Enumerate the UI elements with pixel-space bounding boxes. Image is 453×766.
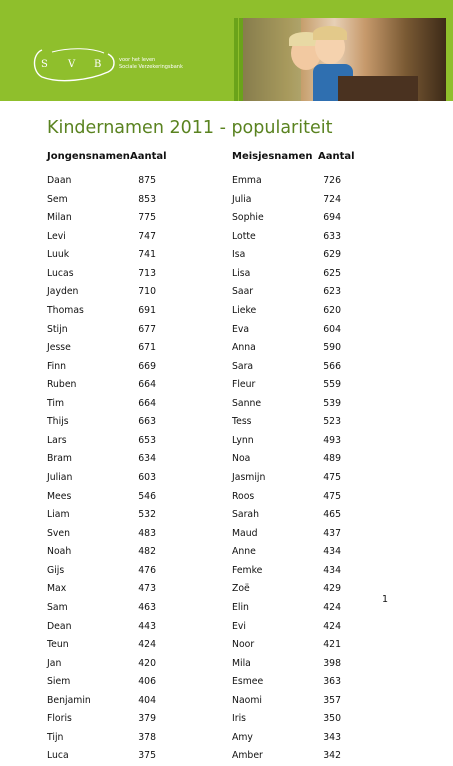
boy-row <box>47 673 156 692</box>
girl-count: 623 <box>323 286 341 298</box>
boy-name: Daan <box>47 175 72 186</box>
girl-row <box>232 729 341 748</box>
boy-name: Noah <box>47 546 72 558</box>
boy-row <box>47 543 156 562</box>
boy-count: 603 <box>138 472 156 483</box>
girl-name: Julia <box>232 193 252 205</box>
girl-row <box>232 395 341 414</box>
boy-row <box>47 432 156 451</box>
boy-row <box>47 358 156 377</box>
boy-row <box>47 562 156 581</box>
boy-name: Sam <box>47 601 68 613</box>
girl-name: Amber <box>232 750 263 762</box>
girl-row <box>232 636 341 655</box>
girl-count: 539 <box>323 397 341 409</box>
girl-count: 434 <box>323 564 341 576</box>
girl-name: Roos <box>232 490 255 502</box>
boy-count: 404 <box>138 694 156 706</box>
girl-name: Femke <box>232 564 263 576</box>
girl-row <box>232 673 341 692</box>
logo-letter-v: V <box>68 59 76 70</box>
girl-name: Naomi <box>232 694 262 706</box>
boy-name: Gijs <box>47 564 65 576</box>
girl-row <box>232 339 341 358</box>
boy-name: Sem <box>47 193 68 205</box>
girl-name: Anne <box>232 546 256 558</box>
logo-tagline <box>119 57 183 71</box>
boy-count: 473 <box>138 583 156 595</box>
girl-row <box>232 692 341 711</box>
girl-count: 629 <box>323 249 341 261</box>
girl-count: 434 <box>323 546 341 558</box>
boy-row <box>47 265 156 284</box>
boy-count: 710 <box>138 286 156 298</box>
boy-name: Lucas <box>47 267 74 279</box>
boy-row <box>47 469 156 488</box>
boy-name: Mees <box>47 490 72 502</box>
girl-name: Lieke <box>232 304 257 316</box>
girl-name: Tess <box>232 416 252 428</box>
girls-count-header: Aantal <box>318 151 355 162</box>
boy-name: Thijs <box>47 416 69 428</box>
girl-name: Isa <box>232 249 246 261</box>
boy-count: 664 <box>138 397 156 409</box>
girl-row <box>232 599 341 618</box>
boy-name: Tijn <box>47 731 64 743</box>
boy-row <box>47 246 156 265</box>
girl-count: 694 <box>323 212 341 224</box>
girl-count: 566 <box>323 360 341 372</box>
boy-name: Tim <box>47 397 65 409</box>
boy-name: Benjamin <box>47 694 91 706</box>
boy-row <box>47 692 156 711</box>
girl-row <box>232 655 341 674</box>
boy-row <box>47 209 156 228</box>
boy-count: 663 <box>138 416 156 428</box>
boy-name: Levi <box>47 230 66 242</box>
girl-name: Jasmijn <box>232 472 266 483</box>
girl-count: 424 <box>323 601 341 613</box>
girls-name-header: Meisjesnamen <box>232 151 313 162</box>
girl-row <box>232 283 341 302</box>
tagline-line-2: Sociale Verzekeringsbank <box>119 64 183 70</box>
boy-name: Jan <box>47 657 62 669</box>
girl-name: Elin <box>232 601 249 613</box>
girl-row <box>232 710 341 729</box>
girl-name: Mila <box>232 657 251 669</box>
boy-count: 379 <box>138 713 156 725</box>
page-number: 1 <box>382 594 389 605</box>
boy-row <box>47 525 156 544</box>
girl-count: 625 <box>323 267 341 279</box>
boy-name: Ruben <box>47 379 77 391</box>
boy-name: Sven <box>47 527 71 539</box>
boy-count: 483 <box>138 527 156 539</box>
boy-row <box>47 228 156 247</box>
girl-row <box>232 488 341 507</box>
boy-row <box>47 599 156 618</box>
boy-row <box>47 413 156 432</box>
girl-row <box>232 358 341 377</box>
girl-row <box>232 469 341 488</box>
boy-count: 443 <box>138 620 156 632</box>
girl-row <box>232 450 341 469</box>
boy-count: 476 <box>138 564 156 576</box>
girl-count: 357 <box>323 694 341 706</box>
boy-count: 669 <box>138 360 156 372</box>
girl-name: Fleur <box>232 379 256 391</box>
girl-name: Esmee <box>232 676 264 688</box>
boy-row <box>47 339 156 358</box>
girl-count: 604 <box>323 323 341 335</box>
girl-count: 398 <box>323 657 341 669</box>
girl-name: Sara <box>232 360 254 372</box>
girl-count: 429 <box>323 583 341 595</box>
boy-row <box>47 488 156 507</box>
girl-count: 633 <box>323 230 341 242</box>
boy-count: 691 <box>138 304 156 316</box>
girl-row <box>232 506 341 525</box>
girl-count: 475 <box>323 490 341 502</box>
boy-count: 653 <box>138 434 156 446</box>
girl-name: Emma <box>232 175 262 186</box>
girl-count: 620 <box>323 304 341 316</box>
boy-row <box>47 191 156 210</box>
boy-name: Dean <box>47 620 72 632</box>
boy-name: Jayden <box>47 286 79 298</box>
boy-name: Floris <box>47 713 72 725</box>
boy-row <box>47 321 156 340</box>
girl-row <box>232 209 341 228</box>
boy-name: Liam <box>47 509 70 521</box>
boy-count: 546 <box>138 490 156 502</box>
girl-row <box>232 562 341 581</box>
boy-name: Luca <box>47 750 69 762</box>
boy-name: Bram <box>47 453 72 465</box>
boy-count: 463 <box>138 601 156 613</box>
girl-name: Maud <box>232 527 258 539</box>
girl-name: Evi <box>232 620 246 632</box>
boys-count-header: Aantal <box>130 151 167 162</box>
girl-name: Zoë <box>232 583 250 595</box>
children-photo <box>243 18 446 101</box>
boy-count: 853 <box>138 193 156 205</box>
girl-count: 489 <box>323 453 341 465</box>
girl-count: 421 <box>323 639 341 651</box>
girl-row <box>232 265 341 284</box>
girl-count: 465 <box>323 509 341 521</box>
girl-name: Saar <box>232 286 254 298</box>
boy-name: Milan <box>47 212 72 224</box>
boy-count: 634 <box>138 453 156 465</box>
girl-count: 424 <box>323 620 341 632</box>
girl-row <box>232 246 341 265</box>
girl-row <box>232 747 341 766</box>
boy-name: Siem <box>47 676 71 688</box>
girl-row <box>232 302 341 321</box>
boy-count: 775 <box>138 212 156 224</box>
svb-logo <box>30 46 118 82</box>
boy-name: Max <box>47 583 67 595</box>
girl-name: Sarah <box>232 509 260 521</box>
girl-row <box>232 525 341 544</box>
boy-row <box>47 506 156 525</box>
banner-stripe <box>234 18 238 101</box>
tagline-line-1: voor het leven <box>119 57 156 63</box>
boy-row <box>47 302 156 321</box>
boy-row <box>47 618 156 637</box>
boy-row <box>47 283 156 302</box>
boy-count: 420 <box>138 657 156 669</box>
girl-name: Amy <box>232 731 253 743</box>
girl-row <box>232 543 341 562</box>
boy-name: Finn <box>47 360 67 372</box>
girl-row <box>232 618 341 637</box>
boy-name: Thomas <box>47 304 84 316</box>
boy-row <box>47 395 156 414</box>
girl-row <box>232 321 341 340</box>
girl-count: 343 <box>323 731 341 743</box>
boy-row <box>47 376 156 395</box>
girl-count: 726 <box>323 175 341 186</box>
page-title: Kindernamen 2011 - populariteit <box>47 118 333 138</box>
boy-count: 664 <box>138 379 156 391</box>
boy-row <box>47 747 156 766</box>
boy-count: 532 <box>138 509 156 521</box>
girl-name: Noa <box>232 453 251 465</box>
girl-name: Iris <box>232 713 246 725</box>
girl-count: 342 <box>323 750 341 762</box>
girl-count: 724 <box>323 193 341 205</box>
boy-row <box>47 172 156 191</box>
boy-name: Julian <box>47 472 73 483</box>
girl-name: Lynn <box>232 434 254 446</box>
girl-name: Sanne <box>232 397 262 409</box>
girl-name: Sophie <box>232 212 264 224</box>
girl-row <box>232 413 341 432</box>
boy-count: 378 <box>138 731 156 743</box>
girl-row <box>232 432 341 451</box>
girl-count: 493 <box>323 434 341 446</box>
boy-count: 713 <box>138 267 156 279</box>
boy-count: 741 <box>138 249 156 261</box>
boy-count: 677 <box>138 323 156 335</box>
logo-letter-b: B <box>94 59 102 70</box>
boys-name-header: Jongensnamen <box>47 151 130 162</box>
girl-name: Lisa <box>232 267 251 279</box>
boy-row <box>47 729 156 748</box>
boy-count: 747 <box>138 230 156 242</box>
girl-name: Noor <box>232 639 255 651</box>
girl-name: Anna <box>232 342 256 354</box>
girl-row <box>232 172 341 191</box>
boy-name: Luuk <box>47 249 70 261</box>
girl-name: Lotte <box>232 230 256 242</box>
boy-name: Stijn <box>47 323 68 335</box>
girl-count: 475 <box>323 472 341 483</box>
girl-row <box>232 580 341 599</box>
boy-count: 671 <box>138 342 156 354</box>
boy-name: Teun <box>47 639 69 651</box>
boy-count: 406 <box>138 676 156 688</box>
boy-row <box>47 655 156 674</box>
boy-row <box>47 450 156 469</box>
girl-count: 523 <box>323 416 341 428</box>
girl-count: 363 <box>323 676 341 688</box>
boy-row <box>47 636 156 655</box>
boy-name: Jesse <box>47 342 71 354</box>
boy-row <box>47 580 156 599</box>
girl-row <box>232 376 341 395</box>
boy-name: Lars <box>47 434 67 446</box>
girl-count: 350 <box>323 713 341 725</box>
girl-row <box>232 228 341 247</box>
boy-row <box>47 710 156 729</box>
boy-count: 875 <box>138 175 156 186</box>
logo-letter-s: S <box>41 59 48 70</box>
boys-names-table <box>47 172 156 766</box>
boy-count: 375 <box>138 750 156 762</box>
girl-count: 437 <box>323 527 341 539</box>
girl-row <box>232 191 341 210</box>
girls-names-table <box>232 172 341 766</box>
boy-count: 482 <box>138 546 156 558</box>
header-banner <box>0 0 453 101</box>
girl-count: 559 <box>323 379 341 391</box>
boy-count: 424 <box>138 639 156 651</box>
girl-count: 590 <box>323 342 341 354</box>
girl-name: Eva <box>232 323 250 335</box>
